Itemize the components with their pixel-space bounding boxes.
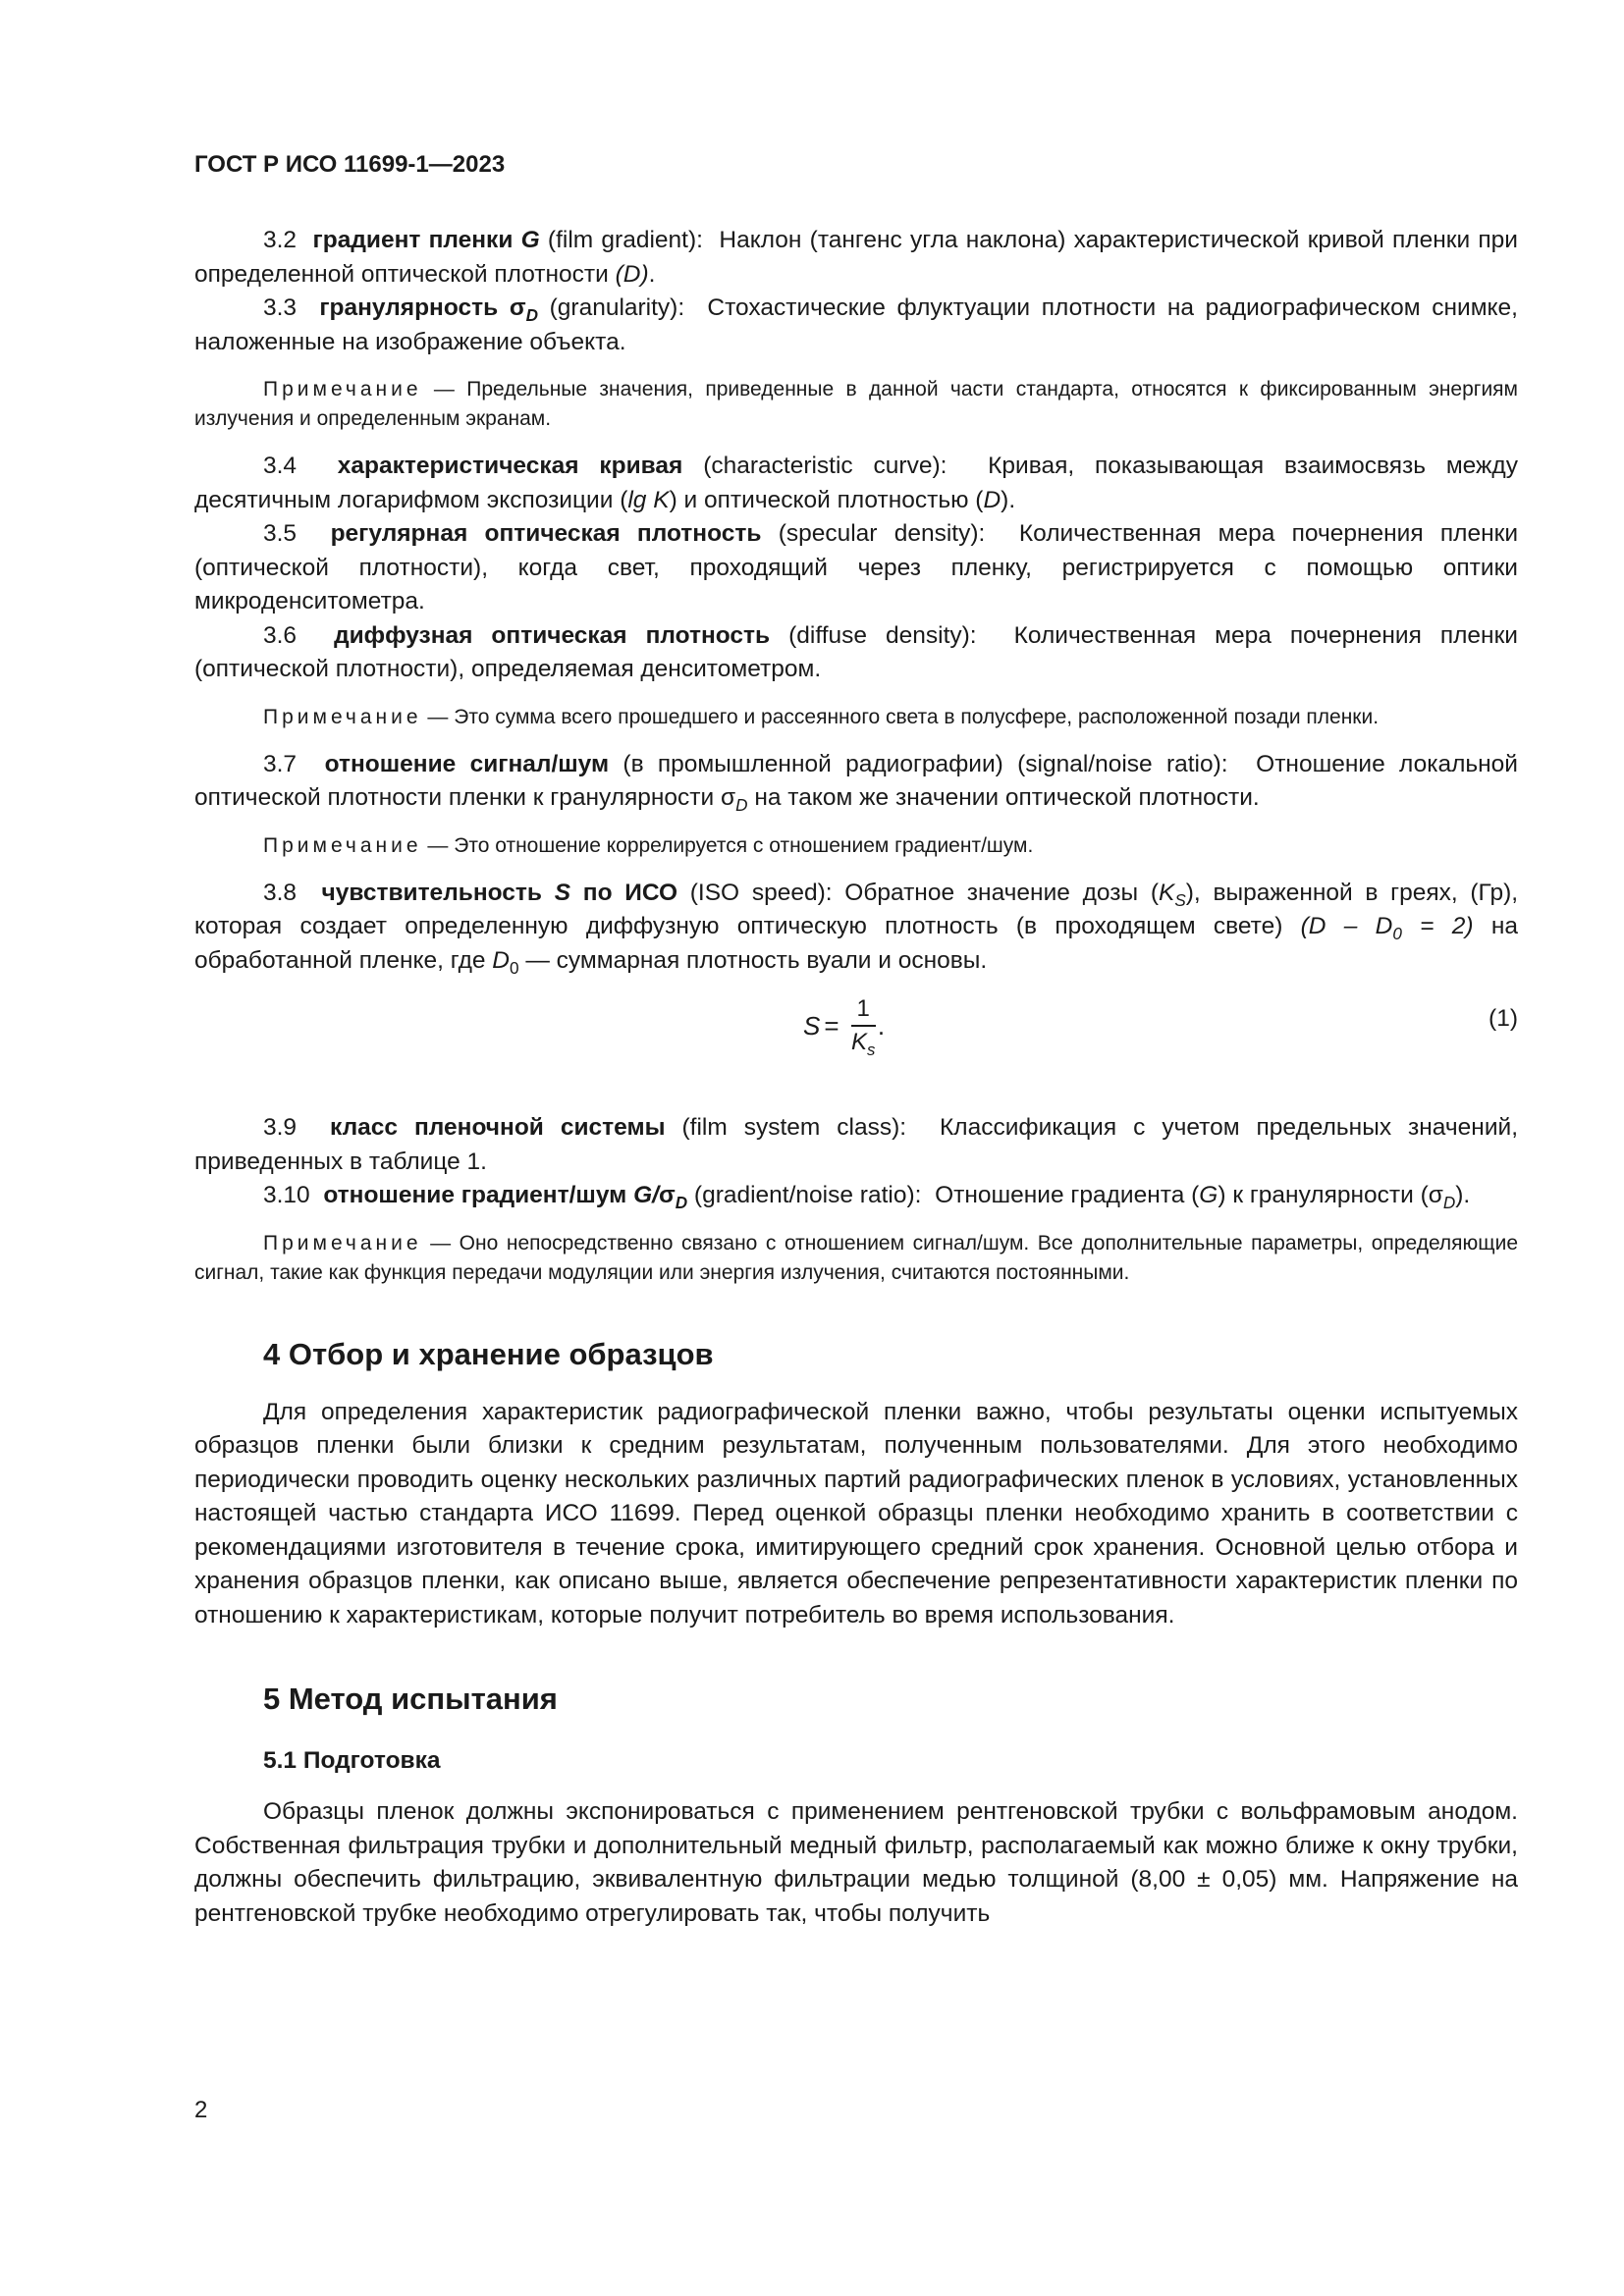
term-name: чувствительность [321,879,542,906]
note-3: Примечание — Это отношение коррелируется с отношением градиент/шум. [263,833,1034,857]
note-4: Примечание — Оно непосредственно связано с отношением сигнал/шум. Все дополнительные параметры, определяющие сигнал, такие как функция передачи модуляции или энергия излучения, считаются постоянными. [194,1231,1518,1284]
term-name: отношение сигнал/шум [324,750,610,777]
term-3-9: 3.9 класс пленочной системы (film system class): Классификация с учетом предельных значений, приведенных в таблице 1. [194,1114,1518,1175]
formula-expression: S = $\frac{1}{K_s}$ . [803,995,886,1059]
fraction: $\frac{1}{K_s}$ [851,995,876,1059]
note-label: Примечание [263,378,422,400]
section-5-title: 5 Метод испытания [263,1682,558,1716]
term-name: класс пленочной системы [330,1114,666,1141]
equation-number: (1) [1489,1005,1518,1032]
document-content [194,224,1518,1931]
term-name: диффузная оптическая плотность [334,621,771,649]
note-label: Примечание [263,1231,422,1255]
term-3-5: 3.5 регулярная оптическая плотность (specular density): Количественная мера почернения пленки (оптической плотности), когда свет, проходящий через пленку, регистрируется с помощью оптики микроденситометра. [194,520,1519,614]
term-name: характеристическая кривая [337,453,683,479]
term-name: регулярная оптическая плотность [330,520,762,547]
page-number: 2 [194,2097,208,2123]
term-name: гранулярность [319,294,499,321]
note-label: Примечание [263,833,422,857]
term-name: градиент пленки [312,227,514,253]
note-label: Примечание [263,705,422,728]
note-2: Примечание — Это сумма всего прошедшего и рассеянного света в полусфере, расположенной позади пленки. [263,705,1380,728]
term-3-7: 3.7 отношение сигнал/шум (в промышленной радиографии) (signal/noise ratio): Отношение локальной оптической плотности пленки к гранулярности $\sigma_D$ на таком же значении оптической плотности. [194,750,1518,815]
section-4-body: Для определения характеристик радиографической пленки важно, чтобы результаты оценки испытуемых образцов пленки были близки к средним результатам, полученным пользователями. Для этого необходимо периодически проводить оценку нескольких различных партий радиографических пленок в условиях, установленных настоящей частью стандарта ИСО 11699. Перед оценкой образцы пленки необходимо хранить в соответствии с рекомендациями изготовителя в течение срока, имитирующего средний срок хранения. Основной целью отбора и хранения образцов пленки, как описано выше, является обеспечение репрезентативности характеристик пленки по отношению к характеристикам, которые получит потребитель во время использования. [194,1398,1518,1629]
document-header: ГОСТ Р ИСО 11699-1—2023 [194,151,506,178]
term-3-8: 3.8 чувствительность S по ИСО (ISO speed): Обратное значение дозы $(K_S)$, выраженной в греях, (Гр), которая создает определенную диффузную оптическую плотность (в проходящем свете) $(D - D_0 = 2)$ на обработанной пленке, где $D_0$ — суммарная плотность вуали и основы. [194,879,1519,978]
section-5-1-body: Образцы пленок должны экспонироваться с применением рентгеновской трубки с вольфрамовым анодом. Собственная фильтрация трубки и дополнительный медный фильтр, располагаемый как можно ближе к окну трубки, должны обеспечить фильтрацию, эквивалентную фильтрации медью толщиной (8,00 ± 0,05) мм. Напряжение на рентгеновской трубке необходимо отрегулировать так, чтобы получить [194,1798,1518,1927]
term-3-4: 3.4 характеристическая кривая (characteristic curve): Кривая, показывающая взаимосвязь между десятичным логарифмом экспозиции (lg K) и оптической плотностью (D). [194,453,1518,513]
term-3-2: 3.2 градиент пленки G (film gradient): Наклон (тангенс угла наклона) характеристической кривой пленки при определенной оптической плотности (D). [194,227,1518,288]
term-3-10: 3.10 отношение градиент/шум $G/\sigma_D$ (gradient/noise ratio): Отношение градиента (G) к гранулярности $(\sigma_D)$. [263,1182,1471,1212]
term-symbol: G [520,227,540,253]
term-name: отношение градиент/шум [323,1182,627,1208]
note-1: Примечание — Предельные значения, приведенные в данной части стандарта, относятся к фиксированным энергиям излучения и определенным экранам. [194,378,1518,430]
formula-1 [194,984,1518,1072]
subsection-5-1-title: 5.1 Подготовка [263,1747,441,1774]
term-3-3: 3.3 гранулярность $\sigma_D$ (granularity): Стохастические флуктуации плотности на радиографическом снимке, наложенные на изображение объекта. [194,294,1518,355]
term-3-6: 3.6 диффузная оптическая плотность (diffuse density): Количественная мера почернения пленки (оптической плотности), определяемая денситометром. [194,621,1518,682]
section-4-title: 4 Отбор и хранение образцов [263,1336,714,1371]
